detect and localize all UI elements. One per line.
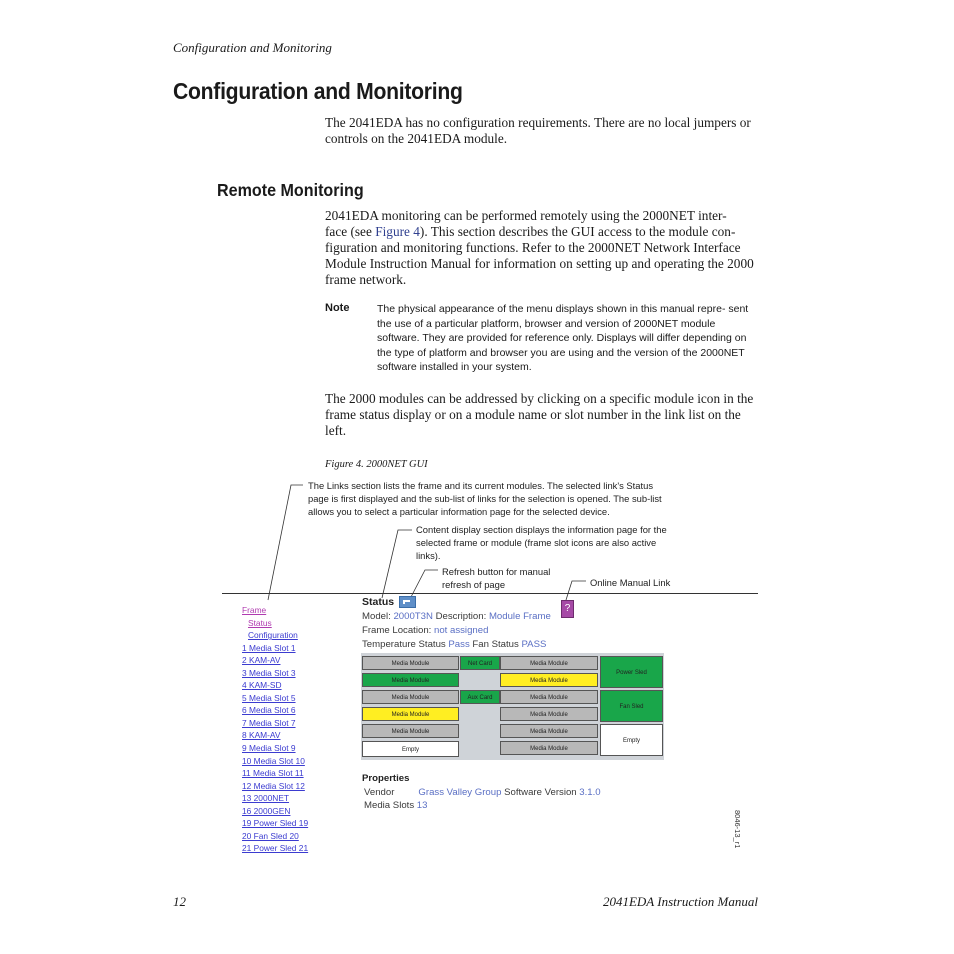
- link-slot-1[interactable]: 1 Media Slot 1: [242, 642, 296, 653]
- figure-id: 8046-13_r1: [733, 810, 742, 849]
- net-card-icon[interactable]: Net Card: [460, 656, 500, 670]
- slot-3-icon[interactable]: Media Module: [362, 690, 459, 704]
- slot-4-icon[interactable]: Media Module: [362, 707, 459, 721]
- slot-5-icon[interactable]: Media Module: [362, 724, 459, 738]
- link-slot-3[interactable]: 3 Media Slot 3: [242, 667, 296, 678]
- status-title: Status: [362, 596, 395, 608]
- links-list: [242, 604, 308, 855]
- intro-paragraph: The 2041EDA has no configuration requirements. There are no local jumpers or controls on the 2041EDA module.: [325, 115, 751, 146]
- properties-title: Properties: [362, 773, 410, 784]
- figure-divider: [222, 593, 758, 594]
- vendor-line: [364, 787, 601, 798]
- location-label: Frame Location:: [362, 625, 432, 636]
- link-slot-19[interactable]: 19 Power Sled 19: [242, 818, 309, 829]
- remote-paragraph-line1: 2041EDA monitoring can be performed remotely using the 2000NET inter-: [325, 208, 727, 223]
- empty-sled-icon[interactable]: Empty: [600, 724, 663, 756]
- link-slot-16[interactable]: 16 2000GEN: [242, 805, 291, 816]
- description-label: Description:: [435, 611, 487, 622]
- slot-1-icon[interactable]: Media Module: [362, 656, 459, 670]
- refresh-annotation: Refresh button for manual refresh of page: [442, 566, 551, 590]
- slot-8-icon[interactable]: Media Module: [500, 673, 598, 687]
- vendor-value: Grass Valley Group: [418, 787, 502, 798]
- modules-paragraph: The 2000 modules can be addressed by clicking on a specific module icon in the frame status display or on a module name or slot number in the link list on the left.: [325, 391, 754, 438]
- figure-caption: Figure 4. 2000NET GUI: [325, 459, 428, 470]
- frame-status-display: [361, 653, 664, 760]
- link-frame[interactable]: Frame: [242, 605, 267, 615]
- slot-7-icon[interactable]: Media Module: [500, 656, 598, 670]
- software-label: Software Version: [504, 787, 577, 798]
- slot-2-icon[interactable]: Media Module: [362, 673, 459, 687]
- link-slot-7[interactable]: 7 Media Slot 7: [242, 717, 296, 728]
- refresh-icon[interactable]: [399, 596, 416, 608]
- slot-11-icon[interactable]: Media Module: [500, 724, 598, 738]
- link-slot-6[interactable]: 6 Media Slot 6: [242, 705, 296, 716]
- slot-12-icon[interactable]: Media Module: [500, 741, 598, 755]
- description-value: Module Frame: [488, 611, 551, 622]
- vendor-label: Vendor: [364, 787, 395, 798]
- section-title: Configuration and Monitoring: [173, 78, 463, 104]
- slot-10-icon[interactable]: Media Module: [500, 707, 598, 721]
- manual-annotation: Online Manual Link: [590, 577, 671, 588]
- temperature-line: [362, 639, 546, 650]
- media-slots-label: Media Slots: [364, 800, 415, 811]
- link-slot-4[interactable]: 4 KAM-SD: [242, 680, 282, 691]
- slot-6-icon[interactable]: Empty: [362, 741, 459, 757]
- link-slot-2[interactable]: 2 KAM-AV: [242, 655, 281, 666]
- link-configuration[interactable]: Configuration: [248, 630, 298, 641]
- location-value: not assigned: [434, 625, 489, 636]
- subsection-title: Remote Monitoring: [217, 180, 364, 200]
- note-text: The physical appearance of the menu displays shown in this manual repre- sent the use of a particular platform, browser and version of 2000NET module software. They are provided for reference only. Displays will differ depending on the type of platform and browser you are using and the version of the 2000NET software installed in your system.: [377, 303, 749, 374]
- content-annotation: Content display section displays the information page for the selected frame or module (frame slot icons are also active links).: [416, 524, 667, 561]
- remote-paragraph-line2-post: ). This section describes the GUI access to the module con-: [419, 224, 736, 239]
- location-line: [362, 625, 488, 636]
- link-slot-5[interactable]: 5 Media Slot 5: [242, 692, 296, 703]
- aux-card-icon[interactable]: Aux Card: [460, 690, 500, 704]
- temperature-label: Temperature Status: [362, 639, 446, 650]
- media-slots-value: 13: [416, 800, 428, 811]
- online-manual-icon[interactable]: ?: [561, 600, 574, 618]
- manual-title: 2041EDA Instruction Manual: [602, 894, 758, 909]
- media-slots-line: [364, 800, 427, 811]
- link-status[interactable]: Status: [248, 617, 272, 628]
- link-slot-20[interactable]: 20 Fan Sled 20: [242, 830, 299, 841]
- fan-label: Fan Status: [472, 639, 519, 650]
- note-label: Note: [325, 302, 350, 314]
- fan-value: PASS: [521, 639, 547, 650]
- running-header: Configuration and Monitoring: [173, 40, 332, 55]
- model-line: [362, 611, 551, 622]
- page-number: 12: [173, 894, 186, 909]
- link-slot-9[interactable]: 9 Media Slot 9: [242, 743, 296, 754]
- slot-9-icon[interactable]: Media Module: [500, 690, 598, 704]
- link-slot-8[interactable]: 8 KAM-AV: [242, 730, 281, 741]
- model-label: Model:: [362, 611, 391, 622]
- software-value: 3.1.0: [579, 787, 601, 798]
- link-slot-13[interactable]: 13 2000NET: [242, 793, 290, 804]
- fan-sled-icon[interactable]: Fan Sled: [600, 690, 663, 722]
- link-slot-12[interactable]: 12 Media Slot 12: [242, 780, 305, 791]
- link-slot-10[interactable]: 10 Media Slot 10: [242, 755, 305, 766]
- links-annotation: The Links section lists the frame and its current modules. The selected link's Status page is first displayed and the sub-list of links for the selection is opened. The sub-list allows you to select a particular information page for the selected device.: [308, 480, 662, 517]
- link-slot-21[interactable]: 21 Power Sled 21: [242, 843, 309, 854]
- remote-paragraph-line2-pre: face (see: [325, 224, 376, 239]
- figure-4-link[interactable]: Figure 4: [375, 224, 420, 239]
- model-value: 2000T3N: [393, 611, 433, 622]
- power-sled-icon[interactable]: Power Sled: [600, 656, 663, 688]
- link-slot-11[interactable]: 11 Media Slot 11: [242, 768, 304, 779]
- temperature-value: Pass: [448, 639, 470, 650]
- remote-paragraph-rest: figuration and monitoring functions. Refer to the 2000NET Network Interface Module Instruction Manual for information on setting up and operating the 2000 frame network.: [325, 240, 754, 287]
